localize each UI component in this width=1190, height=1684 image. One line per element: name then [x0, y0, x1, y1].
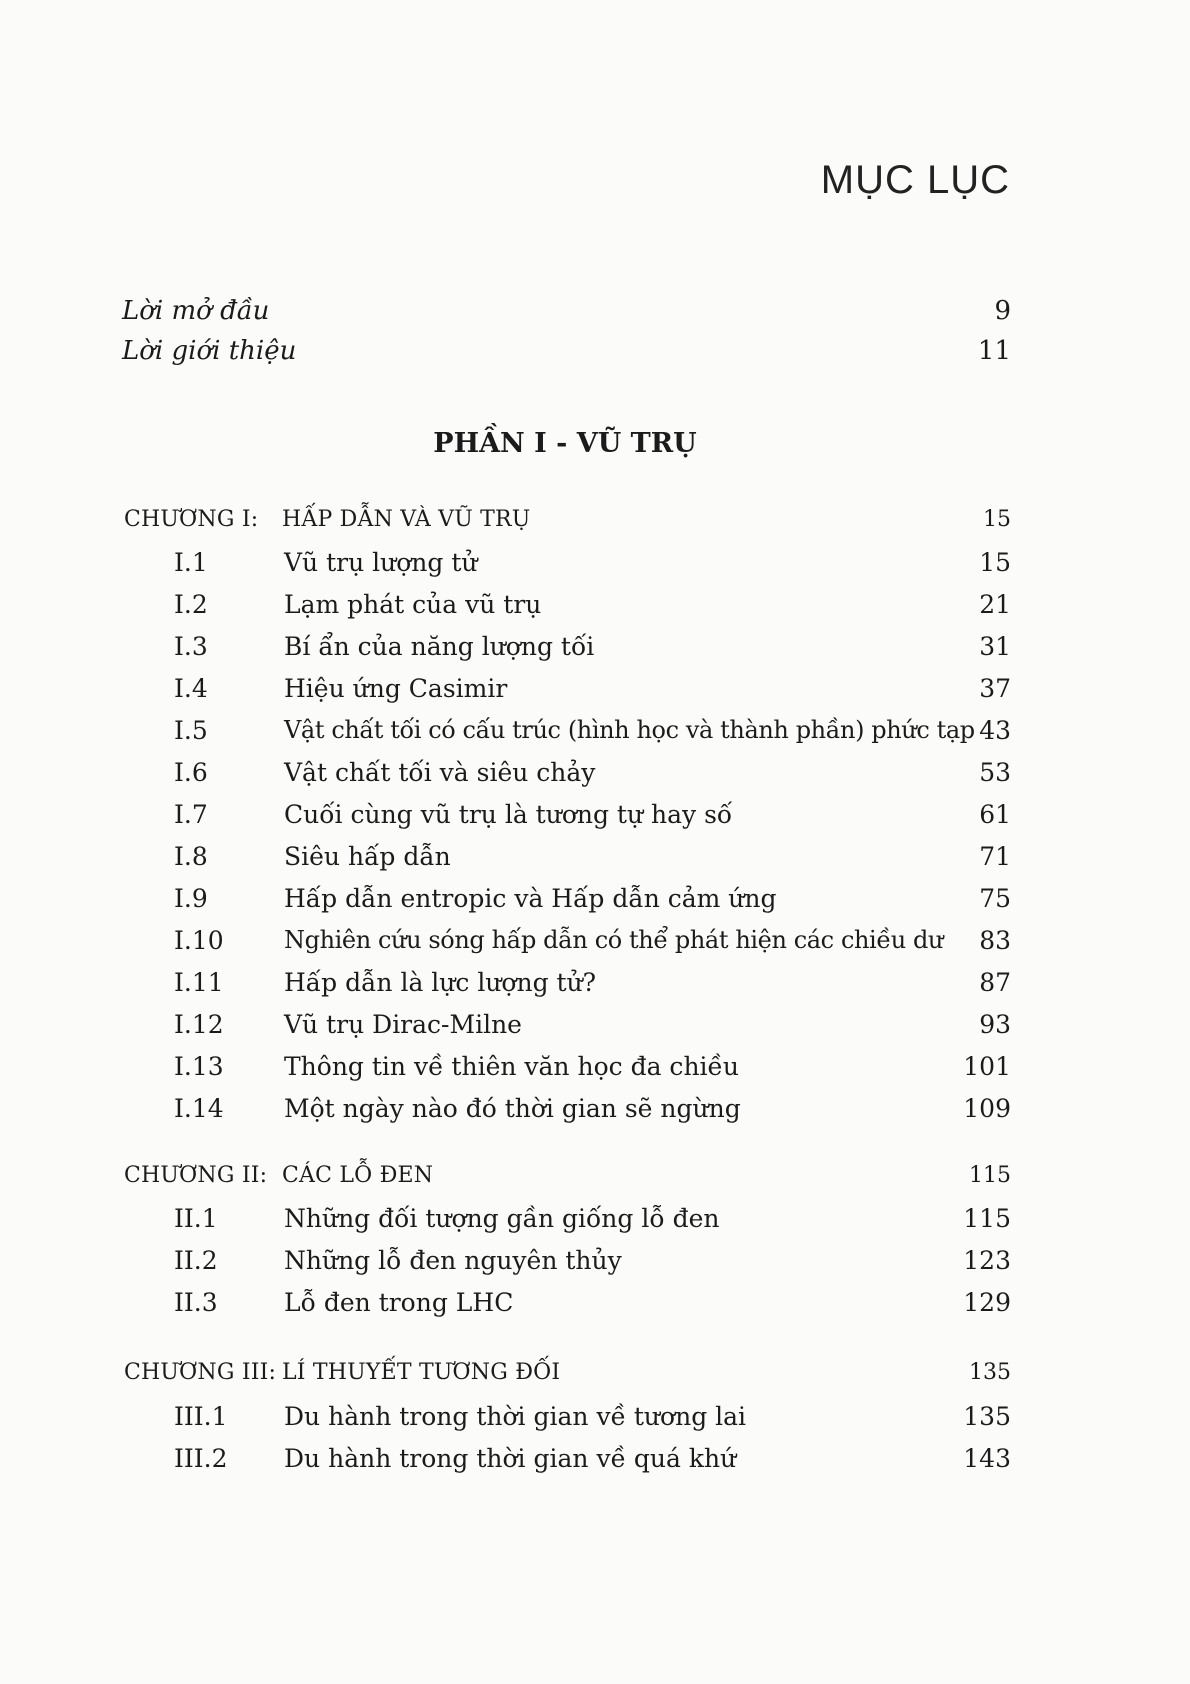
section-title: Lạm phát của vũ trụ	[284, 590, 542, 619]
section-page: 75	[979, 884, 1011, 913]
section-row	[174, 590, 1011, 630]
section-number: I.8	[174, 842, 208, 871]
section-number: I.2	[174, 590, 208, 619]
section-title: Hấp dẫn entropic và Hấp dẫn cảm ứng	[284, 884, 777, 913]
chapter-name: HẤP DẪN VÀ VŨ TRỤ	[282, 507, 531, 532]
section-number: II.3	[174, 1288, 218, 1317]
chapter-code: CHƯƠNG III:	[124, 1360, 277, 1385]
section-row	[174, 758, 1011, 798]
section-title: Vật chất tối và siêu chảy	[284, 758, 596, 787]
toc-entry-preface	[122, 296, 1011, 336]
section-row	[174, 968, 1011, 1008]
section-row	[174, 926, 1011, 966]
chapter-page: 15	[983, 507, 1011, 532]
section-number: I.6	[174, 758, 208, 787]
section-number: I.13	[174, 1052, 224, 1081]
chapter-heading	[124, 1360, 1011, 1396]
chapter-code: CHƯƠNG I:	[124, 507, 259, 532]
section-number: II.2	[174, 1246, 218, 1275]
section-page: 143	[963, 1444, 1011, 1473]
section-row	[174, 842, 1011, 882]
section-title: Những lỗ đen nguyên thủy	[284, 1246, 622, 1275]
section-title: Nghiên cứu sóng hấp dẫn có thể phát hiện các chiều dư	[284, 926, 944, 954]
section-row	[174, 1052, 1011, 1092]
section-page: 31	[979, 632, 1011, 661]
section-row	[174, 1246, 1011, 1286]
section-row	[174, 1010, 1011, 1050]
section-page: 115	[963, 1204, 1011, 1233]
section-page: 101	[963, 1052, 1011, 1081]
toc-entry-label: Lời mở đầu	[122, 296, 270, 326]
section-number: I.3	[174, 632, 208, 661]
section-page: 21	[979, 590, 1011, 619]
section-title: Cuối cùng vũ trụ là tương tự hay số	[284, 800, 733, 829]
section-title: Vũ trụ Dirac-Milne	[284, 1010, 522, 1039]
part-heading: PHẦN I - VŨ TRỤ	[433, 428, 697, 459]
section-number: II.1	[174, 1204, 218, 1233]
section-number: I.11	[174, 968, 224, 997]
section-row	[174, 800, 1011, 840]
chapter-page: 115	[969, 1163, 1011, 1188]
section-row	[174, 1094, 1011, 1134]
chapter-heading	[124, 507, 1011, 543]
section-title: Vật chất tối có cấu trúc (hình học và thành phần) phức tạp	[284, 716, 975, 744]
page-title: MỤC LỤC	[820, 158, 1010, 202]
section-number: III.1	[174, 1402, 228, 1431]
section-title: Một ngày nào đó thời gian sẽ ngừng	[284, 1094, 741, 1123]
toc-entry-page: 9	[994, 296, 1011, 326]
section-row	[174, 1444, 1011, 1484]
section-page: 37	[979, 674, 1011, 703]
section-title: Những đối tượng gần giống lỗ đen	[284, 1204, 720, 1233]
chapter-heading	[124, 1163, 1011, 1199]
section-page: 123	[963, 1246, 1011, 1275]
section-row	[174, 1402, 1011, 1442]
toc-entry-introduction	[122, 336, 1011, 376]
section-number: I.9	[174, 884, 208, 913]
section-row	[174, 632, 1011, 672]
section-page: 61	[979, 800, 1011, 829]
chapter-code: CHƯƠNG II:	[124, 1163, 268, 1188]
section-title: Vũ trụ lượng tử	[284, 548, 478, 577]
section-number: I.7	[174, 800, 208, 829]
chapter-page: 135	[969, 1360, 1011, 1385]
section-row	[174, 674, 1011, 714]
section-row	[174, 548, 1011, 588]
chapter-name: LÍ THUYẾT TƯƠNG ĐỐI	[282, 1360, 561, 1385]
section-page: 71	[979, 842, 1011, 871]
section-title: Siêu hấp dẫn	[284, 842, 451, 871]
section-page: 135	[963, 1402, 1011, 1431]
toc-entry-page: 11	[977, 336, 1011, 366]
section-title: Bí ẩn của năng lượng tối	[284, 632, 595, 661]
section-number: I.10	[174, 926, 224, 955]
section-number: I.4	[174, 674, 208, 703]
section-title: Lỗ đen trong LHC	[284, 1288, 514, 1317]
section-row	[174, 1288, 1011, 1328]
section-number: I.12	[174, 1010, 224, 1039]
section-title: Du hành trong thời gian về tương lai	[284, 1402, 747, 1431]
section-page: 129	[963, 1288, 1011, 1317]
section-page: 15	[979, 548, 1011, 577]
section-number: I.14	[174, 1094, 224, 1123]
section-number: III.2	[174, 1444, 228, 1473]
section-title: Du hành trong thời gian về quá khứ	[284, 1444, 737, 1473]
section-row	[174, 884, 1011, 924]
section-title: Hiệu ứng Casimir	[284, 674, 508, 703]
section-page: 43	[979, 716, 1011, 745]
section-page: 109	[963, 1094, 1011, 1123]
section-title: Hấp dẫn là lực lượng tử?	[284, 968, 597, 997]
section-number: I.1	[174, 548, 208, 577]
section-page: 87	[979, 968, 1011, 997]
chapter-name: CÁC LỖ ĐEN	[282, 1163, 434, 1188]
section-page: 93	[979, 1010, 1011, 1039]
section-title: Thông tin về thiên văn học đa chiều	[284, 1052, 740, 1081]
toc-entry-label: Lời giới thiệu	[122, 336, 297, 366]
section-page: 53	[979, 758, 1011, 787]
section-row	[174, 716, 1011, 756]
section-number: I.5	[174, 716, 208, 745]
section-page: 83	[979, 926, 1011, 955]
section-row	[174, 1204, 1011, 1244]
